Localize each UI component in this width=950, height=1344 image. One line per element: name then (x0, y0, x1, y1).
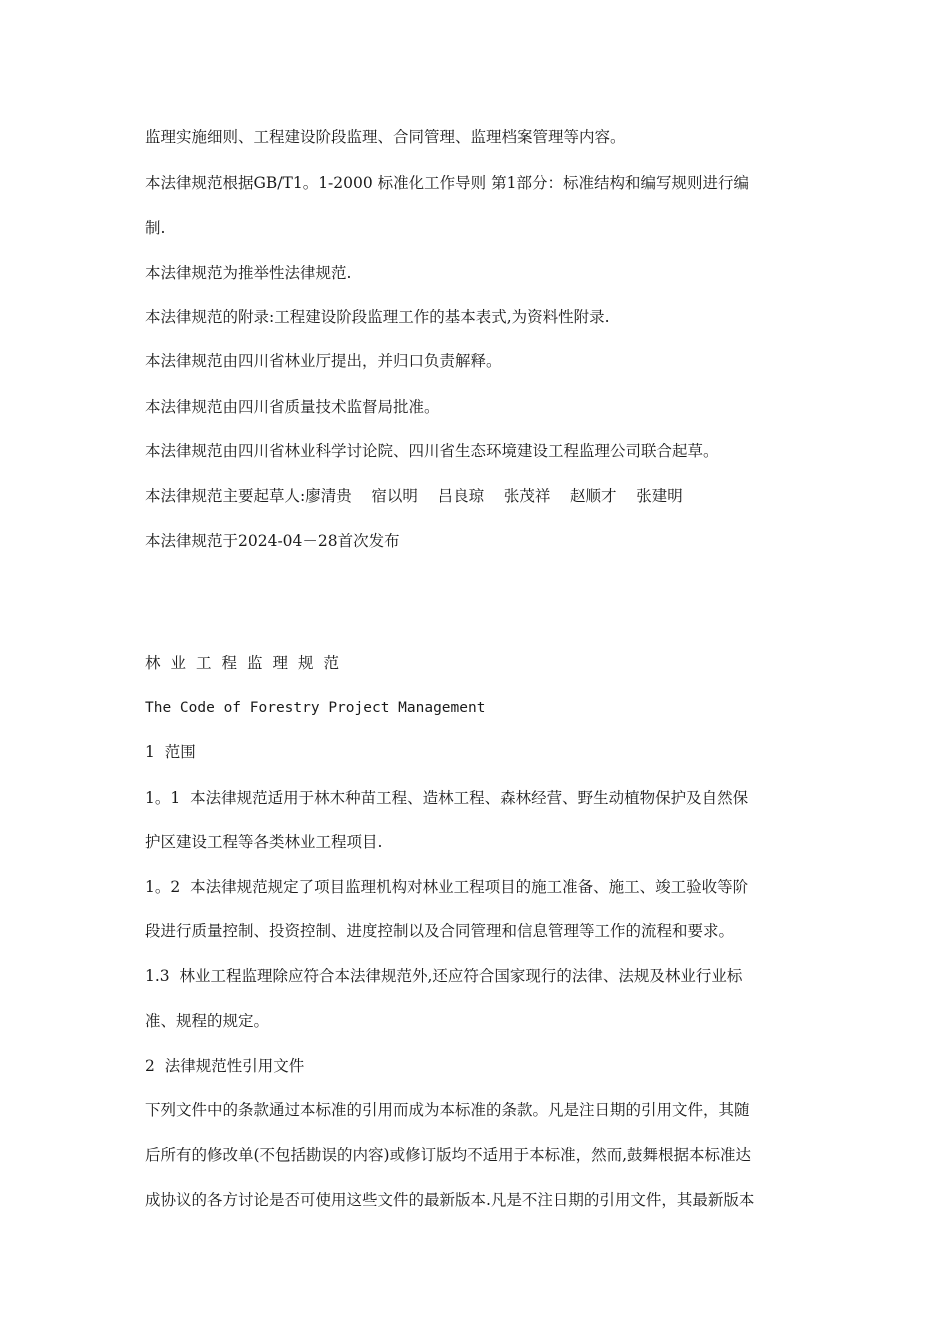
section-2-para-line-1: 下列文件中的条款通过本标准的引用而成为本标准的条款。凡是注日期的引用文件，其随 (145, 1101, 750, 1119)
section-2-heading: 2 法律规范性引用文件 (145, 1057, 305, 1075)
preface-line-2: 本法律规范根据GB/T1。1-2000 标准化工作导则 第1部分：标准结构和编写规则进行编 (145, 174, 749, 192)
drafters-line: 本法律规范主要起草人:廖清贵 宿以明 吕良琼 张茂祥 赵顺才 张建明 (145, 487, 683, 505)
preface-line-1: 监理实施细则、工程建设阶段监理、合同管理、监理档案管理等内容。 (145, 128, 626, 146)
clause-1-2-line-2: 段进行质量控制、投资控制、进度控制以及合同管理和信息管理等工作的流程和要求。 (145, 922, 735, 940)
clause-1-1-line-2: 护区建设工程等各类林业工程项目. (145, 833, 383, 851)
clause-1-3-line-1: 1.3 林业工程监理除应符合本法律规范外,还应符合国家现行的法律、法规及林业行业标 (145, 967, 743, 985)
section-2-para-line-3: 成协议的各方讨论是否可使用这些文件的最新版本.凡是不注日期的引用文件，其最新版本 (145, 1191, 755, 1209)
standard-title-cn: 林业工程监理规范 (145, 654, 350, 672)
preface-line-8: 本法律规范由四川省林业科学讨论院、四川省生态环境建设工程监理公司联合起草。 (145, 442, 719, 460)
section-2-para-line-2: 后所有的修改单(不包括勘误的内容)或修订版均不适用于本标准，然而,鼓舞根据本标准达 (145, 1146, 752, 1164)
clause-1-2-line-1: 1。2 本法律规范规定了项目监理机构对林业工程项目的施工准备、施工、竣工验收等阶 (145, 878, 749, 896)
clause-1-3-line-2: 准、规程的规定。 (145, 1012, 270, 1030)
section-1-heading: 1 范围 (145, 743, 196, 761)
publish-date-line: 本法律规范于2024-04－28首次发布 (145, 532, 400, 550)
standard-title-en: The Code of Forestry Project Management (145, 700, 486, 716)
preface-line-6: 本法律规范由四川省林业厅提出，并归口负责解释。 (145, 352, 502, 370)
clause-1-1-line-1: 1。1 本法律规范适用于林木种苗工程、造林工程、森林经营、野生动植物保护及自然保 (145, 789, 749, 807)
preface-line-5: 本法律规范的附录:工程建设阶段监理工作的基本表式,为资料性附录. (145, 308, 610, 326)
preface-line-4: 本法律规范为推举性法律规范. (145, 264, 352, 282)
preface-line-7: 本法律规范由四川省质量技术监督局批准。 (145, 398, 440, 416)
preface-line-3: 制. (145, 219, 166, 237)
